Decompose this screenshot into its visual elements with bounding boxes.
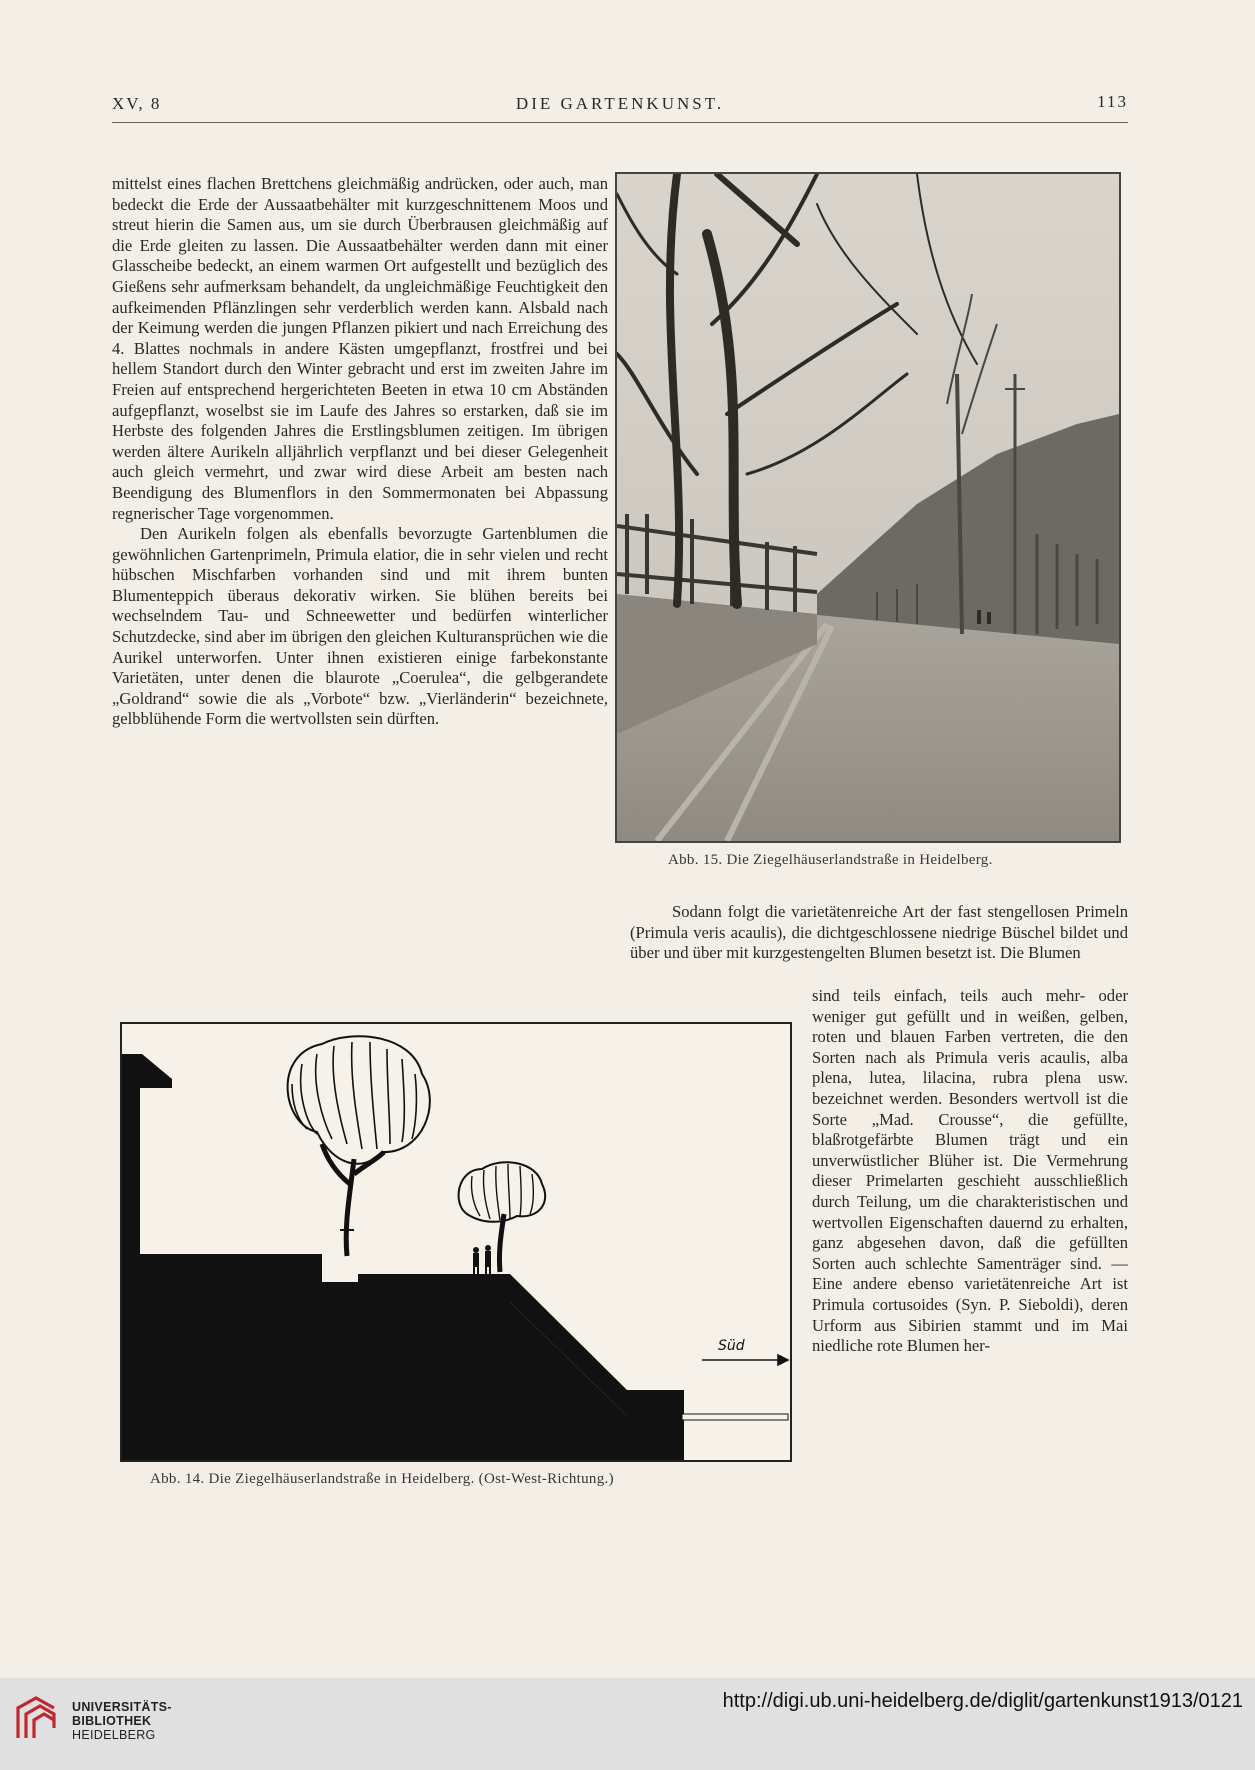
page-number: 113 — [1097, 92, 1128, 111]
paragraph: mittelst eines flachen Brettchens gleichmäßig andrücken, oder auch, man bedeckt die Erde der Aussaatbehälter mit kurzgeschnittenem Moos und streut hierin die Samen aus, um sie durch Überbrausen gleichmäßig auf die Erde gleiten zu lassen. Die Aussaatbehälter werden dann mit einer Glasscheibe bedeckt, an einem warmen Ort aufgestellt und bezüglich des Gießens sehr aufmerksam behandelt, da ungleichmäßige Feuchtigkeit den aufkeimenden Pflänzlingen sehr verderblich werden kann. Alsbald nach der Keimung werden die jungen Pflanzen pikiert und nach Erreichung des 4. Blattes nochmals in andere Kästen umgepflanzt, frostfrei und bei hellem Standort durch den Winter gebracht und erst im zweiten Jahre im Freien auf entsprechend hergerichteten Beeten in etwa 10 cm Abständen aufgepflanzt, woselbst sie im Laufe des Jahres so erstarken, daß sie im Herbste des folgenden Jahres die Erstlingsblumen zeitigen. Im übrigen werden ältere Aurikeln alljährlich verpflanzt und bei dieser Gelegenheit auch gleich vermehrt, und zwar wird diese Arbeit am besten nach Beendigung des Blumenflors in den Sommermonaten bei Abpassung regnerischer Tage vorgenommen. — [112, 174, 608, 523]
label-north: Nord — [144, 1338, 178, 1354]
street-photo-figure-15 — [615, 172, 1121, 843]
volume-number: XV, 8 — [112, 94, 162, 113]
figure-14-caption: Abb. 14. Die Ziegelhäuserlandstraße in Heidelberg. (Ost-West-Richtung.) — [150, 1471, 614, 1487]
library-line: UNIVERSITÄTS- — [72, 1700, 172, 1714]
library-line: HEIDELBERG — [72, 1728, 156, 1742]
journal-title: DIE GARTENKUNST. — [515, 94, 725, 113]
right-text-column-narrow — [812, 986, 1128, 1357]
paragraph: Den Aurikeln folgen als ebenfalls bevorzugte Gartenblumen die gewöhnlichen Gartenprimeln, Primula elatior, die in sehr vielen und recht hübschen Mischfarben vorhanden sind und mit ihrem bunten Blumenteppich überaus dekorativ wirken. Sie blühen bereits bei wechselndem Tau- und Schneewetter und bedürfen winterlicher Schutzdecke, sind aber im übrigen den gleichen Kulturansprüchen wie die Aurikel unterworfen. Unter ihnen existieren einige farbekonstante Varietäten, unter denen die blaurote „Coerulea“, die gelbgerandete „Goldrand“ sowie die als „Vorbote“ bzw. „Vierländerin“ bezeichnete, gelbblühende Form die wertvollsten sein dürften. — [112, 524, 608, 729]
cross-section-diagram-figure-14 — [120, 1022, 792, 1462]
label-south: Süd — [718, 1338, 745, 1354]
library-name — [72, 1700, 172, 1742]
source-url-link[interactable]: http://digi.ub.uni-heidelberg.de/diglit/gartenkunst1913/0121 — [722, 1690, 1243, 1712]
dimension-label: 2.0 — [372, 1434, 395, 1450]
dimension-label: 2.0 — [518, 1434, 541, 1450]
dimension-label: 12.0 — [240, 1434, 272, 1450]
dimension-label: 6.0 — [442, 1434, 465, 1450]
library-line: BIBLIOTHEK — [72, 1714, 152, 1728]
dimension-label: 1.5 — [686, 1436, 704, 1449]
left-text-column — [112, 174, 608, 730]
figure-15-caption: Abb. 15. Die Ziegelhäuserlandstraße in Heidelberg. — [668, 852, 993, 868]
paragraph: Sodann folgt die varietätenreiche Art der fast stengellosen Primeln (Primula veris acaulis), die dichtgeschlossene niedrige Büschel bildet und über und über mit kurzgestengelten Blumen besetzt ist. Die Blumen — [630, 902, 1128, 963]
dimension-label: 7.0 — [597, 1434, 620, 1450]
paragraph: sind teils einfach, teils auch mehr- oder weniger gut gefüllt und in weißen, gelben, roten und blauen Farben vertreten, die den Sorten nach als Primula veris acaulis, alba plena, lutea, lilacina, rubra plena usw. bezeichnet werden. Besonders wertvoll ist die Sorte „Mad. Crousse“, die gefüllte, blaßrotgefärbte Blumen trägt und ein unverwüstlicher Blüher ist. Die Vermehrung dieser Primelarten geschieht ausschließlich durch Teilung, um die charakteristischen und wertvollen Eigenschaften dauernd zu erhalten, ganz abgesehen davon, daß die gefüllten Sorten auch schlechte Samenträger sind. — Eine andere ebenso varietätenreiche Art ist Primula cortusoides (Syn. P. Sieboldi), deren Urform aus Sibirien stammt und im Mai niedliche rote Blumen her- — [812, 986, 1128, 1356]
university-library-logo[interactable] — [14, 1694, 64, 1749]
right-text-column-top — [630, 902, 1128, 964]
running-header — [112, 92, 1128, 123]
